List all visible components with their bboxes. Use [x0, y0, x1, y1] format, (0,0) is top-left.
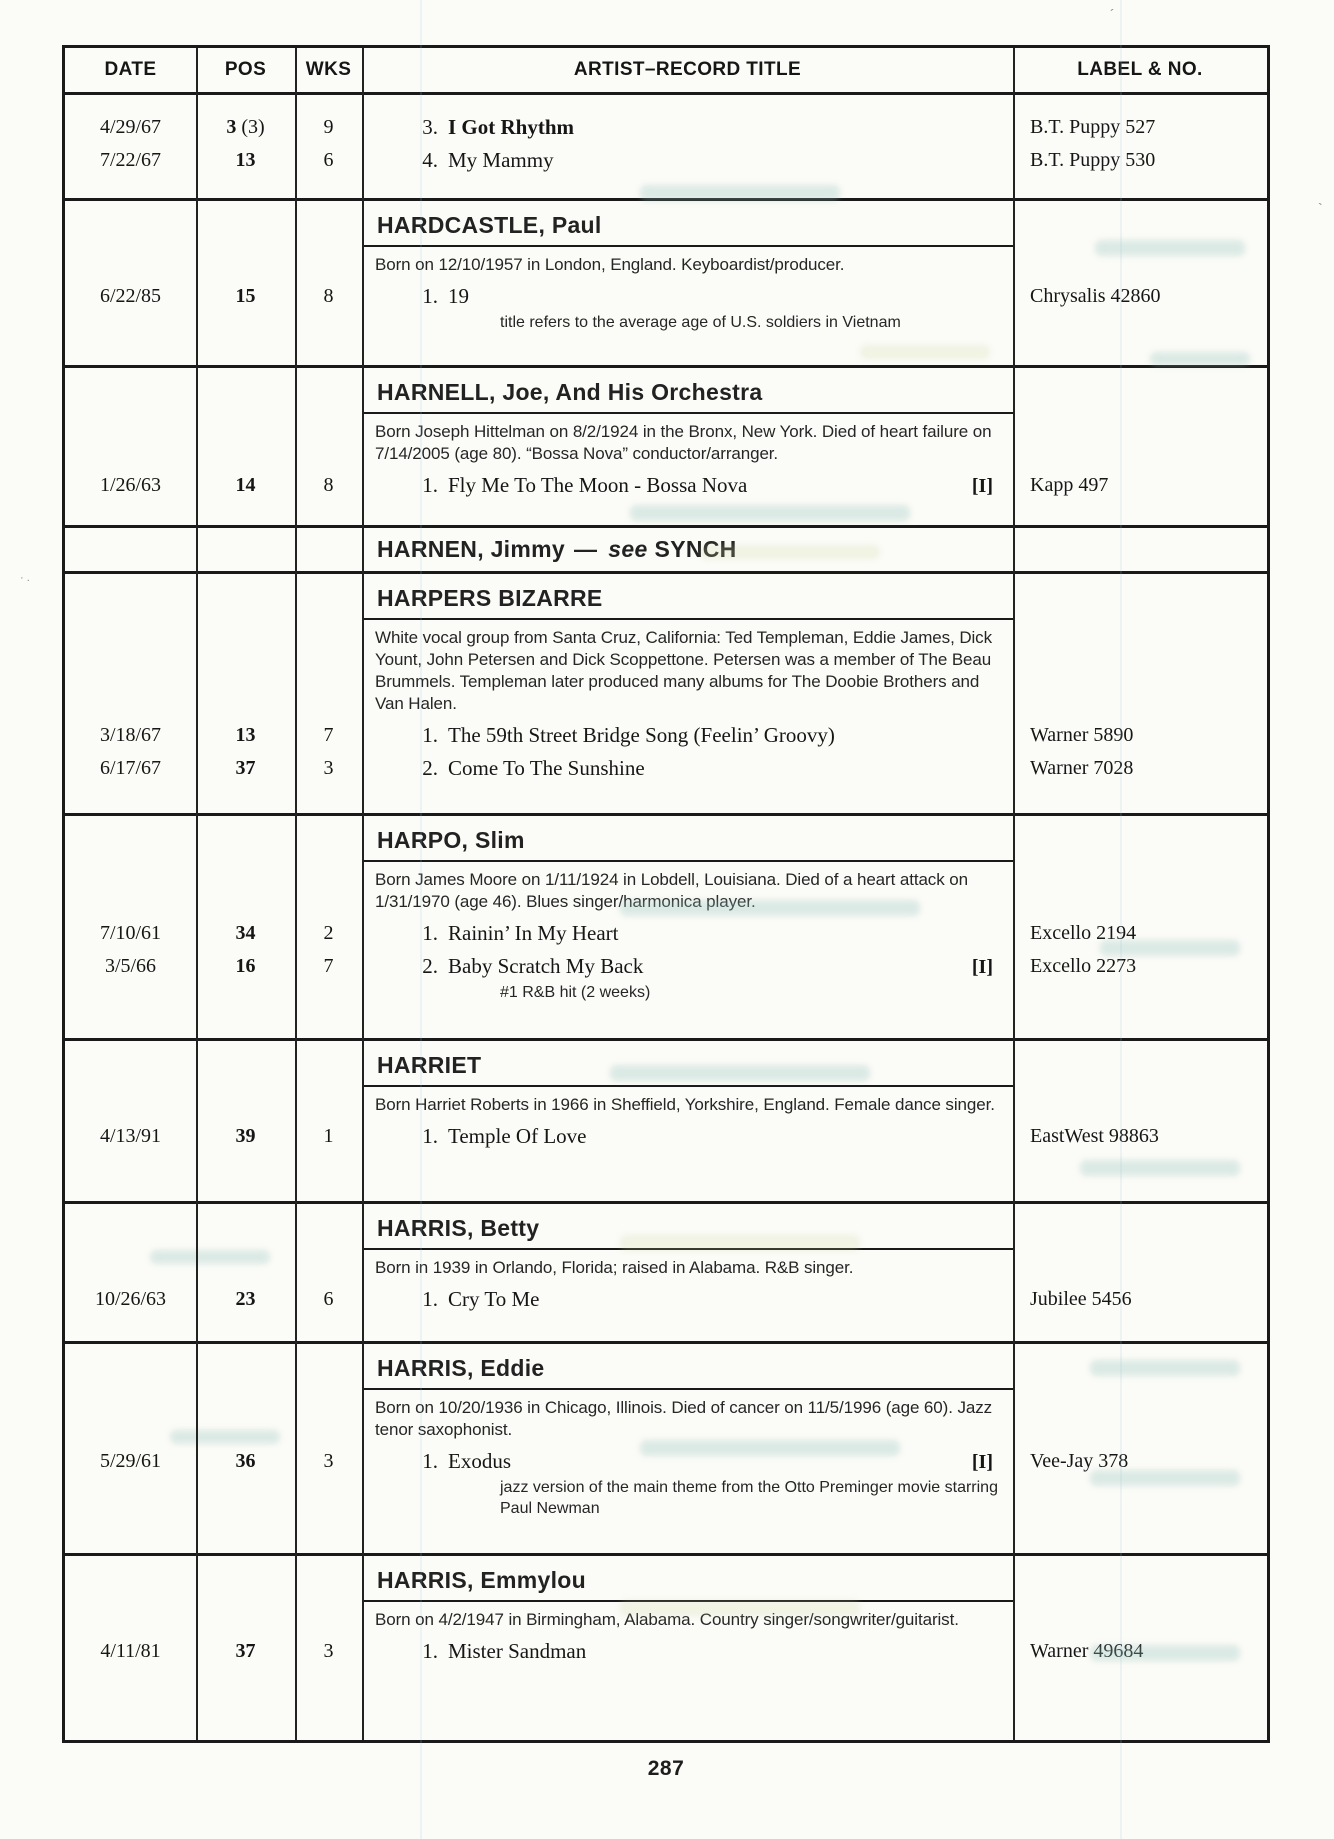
song-title: Come To The Sunshine: [448, 756, 645, 780]
song-row: [65, 917, 1267, 950]
song-row: [65, 111, 1267, 144]
record-chart-table: [62, 45, 1270, 1743]
song-list: [65, 1283, 1267, 1316]
artist-section: [65, 1038, 1267, 1201]
artist-section: [65, 198, 1267, 365]
label-number-cell: Warner 7028: [1030, 757, 1134, 779]
label-number-cell: B.T. Puppy 530: [1030, 149, 1156, 171]
song-number: 1.: [422, 1639, 438, 1663]
artist-name: HARPO, Slim: [377, 827, 525, 853]
table-header-row: [65, 48, 1267, 95]
date-cell: 3/18/67: [99, 724, 162, 746]
song-row: [65, 1283, 1267, 1316]
artist-header: [362, 1204, 1013, 1250]
song-title: Cry To Me: [448, 1287, 540, 1311]
artist-bio: Born on 10/20/1936 in Chicago, Illinois. Died of cancer on 11/5/1996 (age 60). Jazz tenor saxophonist.: [375, 1398, 993, 1439]
song-title: Fly Me To The Moon - Bossa Nova: [448, 473, 748, 497]
see-reference: see: [608, 536, 648, 562]
artist-section: [65, 1553, 1267, 1740]
peak-position-cell: 37: [235, 757, 256, 779]
peak-position-cell: 23: [235, 1288, 256, 1310]
label-number-cell: Vee-Jay 378: [1030, 1450, 1129, 1472]
artist-section: [65, 1201, 1267, 1341]
column-rule-pos-wks: [295, 48, 297, 1740]
song-number: 2.: [422, 954, 438, 978]
date-cell: 10/26/63: [94, 1288, 167, 1310]
artist-name: HARPERS BIZARRE: [377, 585, 603, 611]
label-number-cell: Excello 2194: [1030, 922, 1137, 944]
label-number-cell: Warner 49684: [1030, 1640, 1144, 1662]
song-list: [65, 280, 1267, 333]
title-cell: [362, 284, 1013, 309]
column-header-date: DATE: [104, 59, 157, 80]
date-cell: 4/11/81: [100, 1640, 161, 1662]
artist-section: [65, 95, 1267, 198]
label-number-cell: Chrysalis 42860: [1030, 285, 1161, 307]
artist-bio: Born Joseph Hittelman on 8/2/1924 in the Bronx, New York. Died of heart failure on 7/14/2005 (age 80). “Bossa Nova” conductor/arranger.: [375, 422, 992, 463]
song-number: 1.: [422, 1449, 438, 1473]
title-cell: [362, 954, 1013, 979]
artist-name: HARRIET: [377, 1052, 482, 1078]
label-number-cell: Excello 2273: [1030, 955, 1137, 977]
date-cell: 4/29/67: [99, 116, 162, 138]
artist-name: HARNELL, Joe, And His Orchestra: [377, 379, 763, 405]
song-row: [65, 469, 1267, 502]
song-title: Rainin’ In My Heart: [448, 921, 619, 945]
title-cell: [362, 473, 1013, 498]
dash: —: [573, 536, 598, 562]
column-rule-title-label: [1013, 48, 1015, 1740]
label-number-cell: EastWest 98863: [1030, 1125, 1159, 1147]
title-cell: [362, 723, 1013, 748]
peak-position-cell: 16: [235, 955, 256, 977]
peak-position-cell: 34: [235, 922, 256, 944]
song-row: [65, 280, 1267, 313]
artist-section: [65, 365, 1267, 525]
date-cell: 3/5/66: [104, 955, 157, 977]
song-title: Mister Sandman: [448, 1639, 587, 1663]
peak-position-cell: 14: [235, 474, 256, 496]
song-number: 1.: [422, 1124, 438, 1148]
song-number: 4.: [422, 148, 438, 172]
crossref-entry: [65, 528, 1267, 571]
song-list: [65, 1445, 1267, 1519]
artist-header: [362, 1041, 1013, 1087]
weeks-charted-cell: 1: [323, 1125, 334, 1147]
label-number-cell: Jubilee 5456: [1030, 1288, 1132, 1310]
song-number: 1.: [422, 284, 438, 308]
artist-bio: White vocal group from Santa Cruz, California: Ted Templeman, Eddie James, Dick Yount, John Petersen and Dick Scoppettone. Petersen was a member of The Beau Brummels. Templeman later produced many albums for The Doobie Brothers and Van Halen.: [375, 628, 992, 713]
title-cell: [362, 1287, 1013, 1312]
song-number: 1.: [422, 473, 438, 497]
weeks-charted-cell: 7: [323, 724, 334, 746]
weeks-charted-cell: 3: [323, 757, 334, 779]
title-cell: [362, 1124, 1013, 1149]
song-title: Temple Of Love: [448, 1124, 587, 1148]
column-header-pos: POS: [224, 59, 267, 80]
song-row: [65, 1120, 1267, 1153]
song-number: 3.: [422, 115, 438, 139]
date-cell: 4/13/91: [99, 1125, 162, 1147]
song-row: [65, 1635, 1267, 1668]
peak-position-cell: 39: [235, 1125, 256, 1147]
peak-position-cell: 13: [235, 724, 256, 746]
instrumental-marker: [I]: [971, 956, 993, 978]
song-number: 2.: [422, 756, 438, 780]
date-cell: 6/22/85: [99, 285, 162, 307]
see-target: SYNCH: [654, 536, 737, 562]
song-list: [65, 719, 1267, 785]
artist-name: HARRIS, Betty: [377, 1215, 540, 1241]
label-number-cell: Kapp 497: [1030, 474, 1109, 496]
peak-position-cell: 3 (3): [226, 116, 265, 138]
peak-position-cell: 37: [235, 1640, 256, 1662]
weeks-charted-cell: 8: [323, 474, 334, 496]
peak-weeks-paren: (3): [236, 116, 265, 138]
date-cell: 5/29/61: [99, 1450, 162, 1472]
song-list: [65, 1635, 1267, 1668]
song-note: #1 R&B hit (2 weeks): [500, 984, 651, 1001]
peak-position-cell: 13: [235, 149, 256, 171]
song-number: 1.: [422, 723, 438, 747]
scan-speck: · .: [20, 572, 30, 584]
artist-header: [362, 1556, 1013, 1602]
artist-section: [65, 813, 1267, 1038]
artist-header: [362, 574, 1013, 620]
song-title: The 59th Street Bridge Song (Feelin’ Groovy): [448, 723, 835, 747]
instrumental-marker: [I]: [971, 1451, 993, 1473]
weeks-charted-cell: 6: [323, 1288, 334, 1310]
date-cell: 7/10/61: [99, 922, 162, 944]
title-cell: [362, 921, 1013, 946]
song-list: [65, 99, 1267, 177]
artist-header: [362, 816, 1013, 862]
instrumental-marker: [I]: [971, 475, 993, 497]
artist-bio: Born James Moore on 1/11/1924 in Lobdell, Louisiana. Died of a heart attack on 1/31/1970 (age 46). Blues singer/harmonica player.: [375, 870, 968, 911]
artist-section: [65, 571, 1267, 813]
weeks-charted-cell: 6: [323, 149, 334, 171]
column-header-artist-record-title: ARTIST–RECORD TITLE: [573, 59, 802, 80]
song-row: [65, 950, 1267, 983]
weeks-charted-cell: 2: [323, 922, 334, 944]
title-cell: [362, 148, 1013, 173]
scan-speck: `: [1318, 200, 1323, 216]
artist-header: [362, 1344, 1013, 1390]
weeks-charted-cell: 7: [323, 955, 334, 977]
artist-section: [65, 525, 1267, 571]
artist-bio: Born Harriet Roberts in 1966 in Sheffield, Yorkshire, England. Female dance singer.: [375, 1095, 995, 1114]
page-number: 287: [647, 1757, 685, 1780]
scan-speck: ´: [1110, 6, 1115, 22]
title-cell: [362, 756, 1013, 781]
artist-bio: Born on 4/2/1947 in Birmingham, Alabama. Country singer/songwriter/guitarist.: [375, 1610, 959, 1629]
peak-position-cell: 36: [235, 1450, 256, 1472]
peak-position-cell: 15: [235, 285, 256, 307]
artist-bio: Born on 12/10/1957 in London, England. Keyboardist/producer.: [375, 255, 845, 274]
song-number: 1.: [422, 1287, 438, 1311]
artist-name: HARRIS, Emmylou: [377, 1567, 586, 1593]
artist-name: HARNEN, Jimmy: [377, 536, 565, 562]
date-cell: 7/22/67: [99, 149, 162, 171]
song-row: [65, 144, 1267, 177]
label-number-cell: Warner 5890: [1030, 724, 1134, 746]
song-title: I Got Rhythm: [448, 115, 575, 139]
artist-bio: Born in 1939 in Orlando, Florida; raised in Alabama. R&B singer.: [375, 1258, 854, 1277]
column-header-label-no: LABEL & NO.: [1077, 59, 1203, 80]
weeks-charted-cell: 3: [323, 1640, 334, 1662]
artist-name: HARRIS, Eddie: [377, 1355, 545, 1381]
song-note: title refers to the average age of U.S. soldiers in Vietnam: [500, 314, 901, 331]
label-number-cell: B.T. Puppy 527: [1030, 116, 1156, 138]
song-list: [65, 917, 1267, 1003]
artist-name: HARDCASTLE, Paul: [377, 212, 602, 238]
title-cell: [362, 1639, 1013, 1664]
song-list: [65, 1120, 1267, 1153]
column-rule-date-pos: [196, 48, 198, 1740]
title-cell: [362, 1449, 1013, 1474]
song-note: jazz version of the main theme from the Otto Preminger movie starring Paul Newman: [500, 1479, 998, 1517]
song-number: 1.: [422, 921, 438, 945]
song-list: [65, 469, 1267, 502]
column-header-wks: WKS: [305, 59, 352, 80]
artist-section: [65, 1341, 1267, 1553]
title-cell: [362, 115, 1013, 140]
song-row: [65, 719, 1267, 752]
song-title: My Mammy: [448, 148, 554, 172]
weeks-charted-cell: 3: [323, 1450, 334, 1472]
artist-header: [362, 368, 1013, 414]
artist-sections: [65, 95, 1267, 1740]
date-cell: 1/26/63: [99, 474, 162, 496]
song-row: [65, 752, 1267, 785]
weeks-charted-cell: 8: [323, 285, 334, 307]
weeks-charted-cell: 9: [323, 116, 334, 138]
artist-header: [362, 201, 1013, 247]
song-title: Exodus: [448, 1449, 511, 1473]
song-row: [65, 1445, 1267, 1478]
column-rule-wks-title: [362, 48, 364, 1740]
song-title: 19: [448, 284, 469, 308]
song-title: Baby Scratch My Back: [448, 954, 644, 978]
date-cell: 6/17/67: [99, 757, 162, 779]
